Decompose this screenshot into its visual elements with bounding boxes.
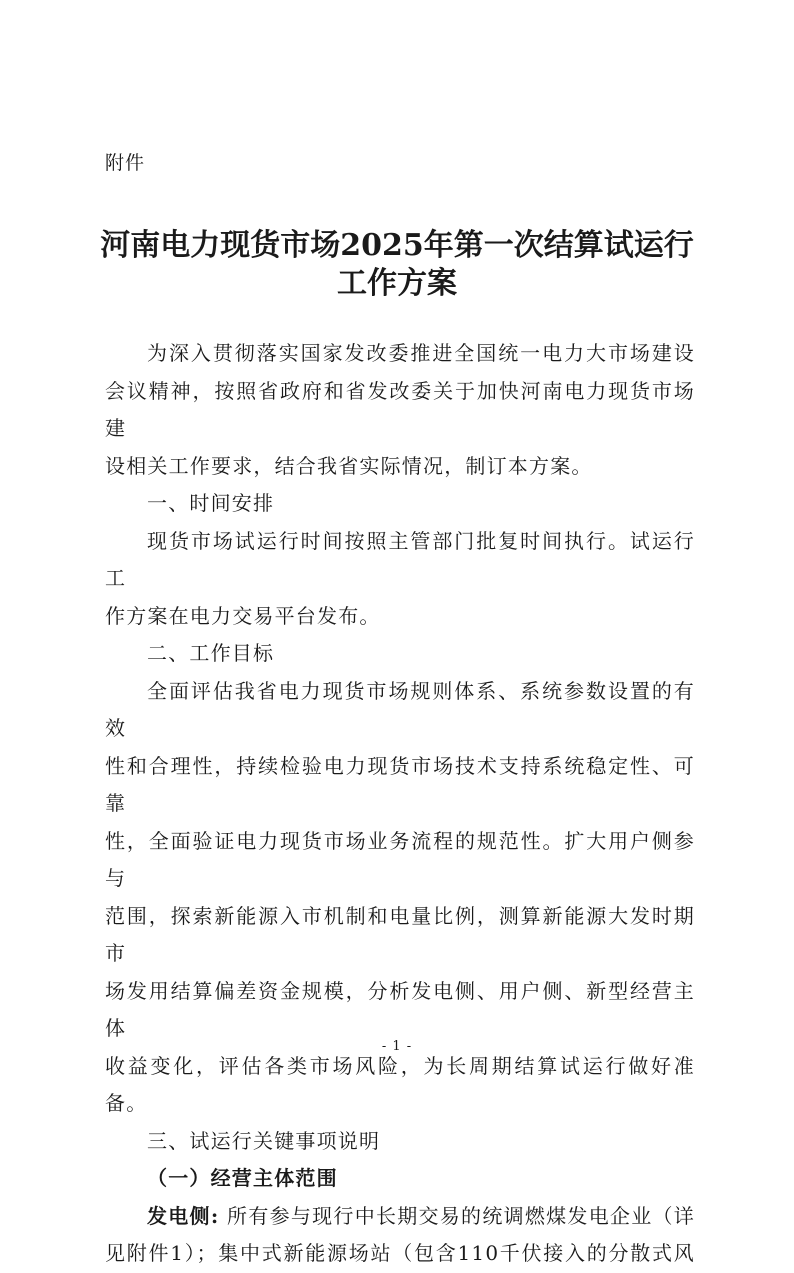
paragraph-line: 作方案在电力交易平台发布。 — [105, 603, 381, 628]
intro-line: 为深入贯彻落实国家发改委推进全国统一电力大市场建设 — [147, 341, 695, 365]
paragraph-line: 场发用结算偏差资金规模，分析发电侧、用户侧、新型经营主体 — [105, 978, 695, 1040]
document-title-line-2: 工作方案 — [337, 266, 457, 301]
document-title-line-1: 河南电力现货市场2025年第一次结算试运行 — [100, 228, 694, 263]
paragraph-line: 现货市场试运行时间按照主管部门批复时间执行。试运行工 — [105, 528, 695, 590]
intro-line: 设相关工作要求，结合我省实际情况，制订本方案。 — [105, 453, 593, 478]
paragraph-line: 全面评估我省电力现货市场规则体系、系统参数设置的有效 — [105, 678, 695, 740]
paragraph-line: 收益变化，评估各类市场风险，为长周期结算试运行做好准备。 — [105, 1053, 695, 1115]
lead-term: 发电侧: — [147, 1203, 220, 1228]
intro-line: 会议精神，按照省政府和省发改委关于加快河南电力现货市场建 — [105, 378, 695, 440]
subsection-heading-market-entities: （一）经营主体范围 — [147, 1166, 338, 1190]
paragraph-line — [105, 1198, 695, 1236]
section-heading-key-matters: 三、试运行关键事项说明 — [147, 1128, 381, 1153]
paragraph-line: 范围，探索新能源入市机制和电量比例，测算新能源大发时期市 — [105, 903, 695, 965]
section-heading-schedule: 一、时间安排 — [147, 491, 275, 515]
section-heading-goals: 二、工作目标 — [147, 641, 275, 665]
document-body — [105, 335, 695, 1273]
paragraph-line: 见附件1）；集中式新能源场站（包含110千伏接入的分散式风 — [105, 1241, 695, 1265]
paragraph-line: 性和合理性，持续检验电力现货市场技术支持系统稳定性、可靠 — [105, 753, 695, 815]
page-number: - 1 - — [381, 1039, 413, 1054]
attachment-label: 附件 — [105, 152, 146, 174]
lead-text: 所有参与现行中长期交易的统调燃煤发电企业（详 — [227, 1203, 695, 1228]
paragraph-line: 性，全面验证电力现货市场业务流程的规范性。扩大用户侧参与 — [105, 828, 695, 890]
